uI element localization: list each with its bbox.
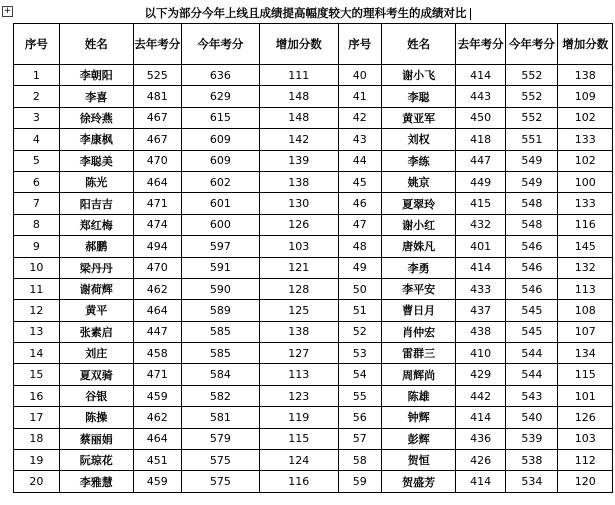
cell-no: 2 — [14, 86, 60, 107]
cell-last-score: 525 — [133, 65, 181, 86]
cell-this-score: 590 — [181, 278, 259, 299]
cell-increase: 148 — [260, 107, 338, 128]
cell-name-2: 李勇 — [382, 257, 456, 278]
cell-this-score: 591 — [181, 257, 259, 278]
cell-no: 17 — [14, 407, 60, 428]
cell-no-2: 46 — [338, 193, 382, 214]
cell-name-2: 姚京 — [382, 171, 456, 192]
cell-name: 刘庄 — [59, 343, 133, 364]
cell-last-score-2: 426 — [456, 450, 506, 471]
cell-no-2: 58 — [338, 450, 382, 471]
cell-last-score-2: 429 — [456, 364, 506, 385]
cell-no: 9 — [14, 236, 60, 257]
cell-name-2: 李聪 — [382, 86, 456, 107]
cell-increase-2: 133 — [558, 129, 613, 150]
cell-no-2: 42 — [338, 107, 382, 128]
cell-increase: 103 — [260, 236, 338, 257]
cell-this-score-2: 552 — [506, 65, 558, 86]
cell-no-2: 57 — [338, 428, 382, 449]
cell-last-score-2: 432 — [456, 214, 506, 235]
cell-this-score-2: 549 — [506, 150, 558, 171]
cell-last-score-2: 442 — [456, 385, 506, 406]
cell-name: 李朝阳 — [59, 65, 133, 86]
cell-increase: 113 — [260, 364, 338, 385]
cell-last-score: 462 — [133, 407, 181, 428]
cell-this-score: 636 — [181, 65, 259, 86]
cell-increase-2: 115 — [558, 364, 613, 385]
cell-no: 12 — [14, 300, 60, 321]
cell-no-2: 49 — [338, 257, 382, 278]
cell-this-score-2: 546 — [506, 257, 558, 278]
cell-last-score: 459 — [133, 385, 181, 406]
cell-name-2: 曹日月 — [382, 300, 456, 321]
table-row — [14, 450, 613, 471]
cell-name: 梁丹丹 — [59, 257, 133, 278]
cell-last-score-2: 437 — [456, 300, 506, 321]
cell-this-score: 602 — [181, 171, 259, 192]
cell-no: 7 — [14, 193, 60, 214]
cell-name-2: 黄亚军 — [382, 107, 456, 128]
table-row — [14, 321, 613, 342]
table-move-handle-icon[interactable]: + — [3, 6, 12, 16]
cell-this-score-2: 539 — [506, 428, 558, 449]
cell-last-score: 470 — [133, 257, 181, 278]
cell-increase: 116 — [260, 471, 338, 492]
cell-last-score: 462 — [133, 278, 181, 299]
cell-no: 6 — [14, 171, 60, 192]
cell-increase: 138 — [260, 171, 338, 192]
cell-this-score-2: 545 — [506, 321, 558, 342]
title-text: 以下为部分今年上线且成绩提高幅度较大的理科考生的成绩对比 — [144, 6, 467, 20]
cell-last-score: 467 — [133, 129, 181, 150]
header-this-score-2: 今年考分 — [506, 24, 558, 65]
cell-no-2: 52 — [338, 321, 382, 342]
cell-name: 郑红梅 — [59, 214, 133, 235]
table-row — [14, 257, 613, 278]
cell-name-2: 唐姝凡 — [382, 236, 456, 257]
cell-last-score: 451 — [133, 450, 181, 471]
cell-no: 13 — [14, 321, 60, 342]
cell-this-score: 609 — [181, 129, 259, 150]
cell-last-score: 464 — [133, 300, 181, 321]
cell-increase-2: 113 — [558, 278, 613, 299]
cell-last-score: 470 — [133, 150, 181, 171]
table-row — [14, 471, 613, 492]
cell-last-score-2: 443 — [456, 86, 506, 107]
cell-no-2: 50 — [338, 278, 382, 299]
header-last-score: 去年考分 — [133, 24, 181, 65]
cell-increase-2: 107 — [558, 321, 613, 342]
table-row — [14, 407, 613, 428]
cell-increase: 115 — [260, 428, 338, 449]
cell-last-score: 459 — [133, 471, 181, 492]
cell-name: 郝鹏 — [59, 236, 133, 257]
cell-increase-2: 145 — [558, 236, 613, 257]
cell-no-2: 51 — [338, 300, 382, 321]
cell-no: 16 — [14, 385, 60, 406]
cell-no: 11 — [14, 278, 60, 299]
cell-this-score: 579 — [181, 428, 259, 449]
cell-last-score-2: 414 — [456, 471, 506, 492]
cell-name: 蔡丽娟 — [59, 428, 133, 449]
cell-no: 20 — [14, 471, 60, 492]
cell-name: 李喜 — [59, 86, 133, 107]
cell-name: 谢荷辉 — [59, 278, 133, 299]
document-title — [0, 5, 615, 21]
cell-name: 张素启 — [59, 321, 133, 342]
cell-last-score-2: 433 — [456, 278, 506, 299]
cell-this-score: 585 — [181, 343, 259, 364]
header-no: 序号 — [14, 24, 60, 65]
cell-this-score-2: 548 — [506, 214, 558, 235]
cell-name: 黄平 — [59, 300, 133, 321]
cell-this-score-2: 552 — [506, 107, 558, 128]
cell-increase: 139 — [260, 150, 338, 171]
cell-increase: 138 — [260, 321, 338, 342]
cell-this-score: 581 — [181, 407, 259, 428]
cell-increase-2: 134 — [558, 343, 613, 364]
cell-increase: 123 — [260, 385, 338, 406]
table-row — [14, 278, 613, 299]
table-row — [14, 86, 613, 107]
cell-increase: 119 — [260, 407, 338, 428]
table-row — [14, 150, 613, 171]
cell-this-score-2: 546 — [506, 278, 558, 299]
cell-last-score: 464 — [133, 171, 181, 192]
table-row — [14, 107, 613, 128]
cell-increase-2: 133 — [558, 193, 613, 214]
cell-increase: 125 — [260, 300, 338, 321]
cell-no-2: 48 — [338, 236, 382, 257]
table-row — [14, 343, 613, 364]
cell-this-score: 589 — [181, 300, 259, 321]
cell-no-2: 53 — [338, 343, 382, 364]
cell-increase: 111 — [260, 65, 338, 86]
cell-name-2: 周辉尚 — [382, 364, 456, 385]
cell-last-score-2: 418 — [456, 129, 506, 150]
cell-increase-2: 102 — [558, 150, 613, 171]
cell-this-score-2: 540 — [506, 407, 558, 428]
cell-last-score-2: 415 — [456, 193, 506, 214]
cell-name-2: 陈雄 — [382, 385, 456, 406]
cell-no: 18 — [14, 428, 60, 449]
cell-no-2: 41 — [338, 86, 382, 107]
cell-this-score: 609 — [181, 150, 259, 171]
table-row — [14, 65, 613, 86]
table-row — [14, 385, 613, 406]
cell-this-score: 615 — [181, 107, 259, 128]
cell-last-score: 481 — [133, 86, 181, 107]
cell-last-score-2: 414 — [456, 257, 506, 278]
cell-name: 谷银 — [59, 385, 133, 406]
cell-increase-2: 100 — [558, 171, 613, 192]
header-this-score: 今年考分 — [181, 24, 259, 65]
text-cursor — [470, 8, 471, 20]
cell-last-score-2: 414 — [456, 407, 506, 428]
cell-increase: 127 — [260, 343, 338, 364]
cell-this-score: 629 — [181, 86, 259, 107]
cell-last-score-2: 414 — [456, 65, 506, 86]
cell-this-score: 575 — [181, 471, 259, 492]
cell-increase: 124 — [260, 450, 338, 471]
cell-name: 李聪美 — [59, 150, 133, 171]
cell-name: 徐玲燕 — [59, 107, 133, 128]
cell-last-score-2: 450 — [456, 107, 506, 128]
cell-last-score: 474 — [133, 214, 181, 235]
cell-this-score-2: 544 — [506, 364, 558, 385]
cell-no-2: 54 — [338, 364, 382, 385]
cell-no-2: 55 — [338, 385, 382, 406]
cell-this-score: 584 — [181, 364, 259, 385]
table-row — [14, 171, 613, 192]
cell-name: 阳吉吉 — [59, 193, 133, 214]
cell-last-score-2: 438 — [456, 321, 506, 342]
cell-this-score: 597 — [181, 236, 259, 257]
cell-no-2: 43 — [338, 129, 382, 150]
cell-increase: 130 — [260, 193, 338, 214]
cell-name: 李康枫 — [59, 129, 133, 150]
cell-last-score-2: 410 — [456, 343, 506, 364]
table-row — [14, 129, 613, 150]
cell-name: 夏双骑 — [59, 364, 133, 385]
cell-this-score: 582 — [181, 385, 259, 406]
cell-last-score-2: 401 — [456, 236, 506, 257]
cell-last-score: 471 — [133, 193, 181, 214]
cell-name-2: 谢小红 — [382, 214, 456, 235]
cell-this-score: 601 — [181, 193, 259, 214]
cell-increase-2: 138 — [558, 65, 613, 86]
table-body — [14, 65, 613, 493]
cell-increase-2: 112 — [558, 450, 613, 471]
table-row — [14, 300, 613, 321]
cell-increase: 142 — [260, 129, 338, 150]
cell-no: 14 — [14, 343, 60, 364]
cell-no: 1 — [14, 65, 60, 86]
cell-last-score-2: 436 — [456, 428, 506, 449]
cell-name-2: 彭辉 — [382, 428, 456, 449]
cell-this-score-2: 549 — [506, 171, 558, 192]
cell-increase-2: 126 — [558, 407, 613, 428]
cell-no: 15 — [14, 364, 60, 385]
cell-increase: 126 — [260, 214, 338, 235]
cell-this-score-2: 548 — [506, 193, 558, 214]
header-no-2: 序号 — [338, 24, 382, 65]
cell-no-2: 56 — [338, 407, 382, 428]
cell-no: 8 — [14, 214, 60, 235]
cell-increase: 148 — [260, 86, 338, 107]
cell-last-score: 464 — [133, 428, 181, 449]
cell-name-2: 贺盛芳 — [382, 471, 456, 492]
score-comparison-table — [13, 23, 613, 493]
cell-no: 10 — [14, 257, 60, 278]
cell-this-score-2: 546 — [506, 236, 558, 257]
cell-increase-2: 101 — [558, 385, 613, 406]
cell-this-score: 575 — [181, 450, 259, 471]
cell-this-score-2: 551 — [506, 129, 558, 150]
cell-no-2: 59 — [338, 471, 382, 492]
cell-increase-2: 109 — [558, 86, 613, 107]
cell-this-score-2: 543 — [506, 385, 558, 406]
cell-name-2: 刘权 — [382, 129, 456, 150]
table-row — [14, 214, 613, 235]
cell-name-2: 夏翠玲 — [382, 193, 456, 214]
cell-name: 阮琼花 — [59, 450, 133, 471]
cell-name: 李雅慧 — [59, 471, 133, 492]
cell-this-score-2: 534 — [506, 471, 558, 492]
cell-no-2: 45 — [338, 171, 382, 192]
header-name-2: 姓名 — [382, 24, 456, 65]
cell-name-2: 钟辉 — [382, 407, 456, 428]
header-last-score-2: 去年考分 — [456, 24, 506, 65]
cell-last-score-2: 449 — [456, 171, 506, 192]
header-name: 姓名 — [59, 24, 133, 65]
cell-no: 3 — [14, 107, 60, 128]
cell-last-score-2: 447 — [456, 150, 506, 171]
cell-increase: 121 — [260, 257, 338, 278]
cell-increase-2: 120 — [558, 471, 613, 492]
cell-no: 19 — [14, 450, 60, 471]
header-increase-2: 增加分数 — [558, 24, 613, 65]
cell-name-2: 李练 — [382, 150, 456, 171]
cell-name-2: 谢小飞 — [382, 65, 456, 86]
cell-increase-2: 132 — [558, 257, 613, 278]
cell-name-2: 肖仲宏 — [382, 321, 456, 342]
cell-increase-2: 102 — [558, 107, 613, 128]
cell-increase-2: 108 — [558, 300, 613, 321]
cell-name-2: 贺恒 — [382, 450, 456, 471]
cell-name: 陈操 — [59, 407, 133, 428]
cell-no-2: 44 — [338, 150, 382, 171]
header-increase: 增加分数 — [260, 24, 338, 65]
table-row — [14, 428, 613, 449]
cell-no-2: 47 — [338, 214, 382, 235]
cell-last-score: 471 — [133, 364, 181, 385]
cell-last-score: 447 — [133, 321, 181, 342]
cell-this-score-2: 544 — [506, 343, 558, 364]
cell-no: 4 — [14, 129, 60, 150]
cell-last-score: 458 — [133, 343, 181, 364]
table-header-row — [14, 24, 613, 65]
table-row — [14, 236, 613, 257]
cell-this-score-2: 538 — [506, 450, 558, 471]
cell-increase-2: 103 — [558, 428, 613, 449]
cell-name: 陈光 — [59, 171, 133, 192]
cell-last-score: 467 — [133, 107, 181, 128]
cell-this-score-2: 545 — [506, 300, 558, 321]
cell-no-2: 40 — [338, 65, 382, 86]
cell-name-2: 李平安 — [382, 278, 456, 299]
cell-this-score-2: 552 — [506, 86, 558, 107]
cell-no: 5 — [14, 150, 60, 171]
cell-this-score: 585 — [181, 321, 259, 342]
cell-increase: 128 — [260, 278, 338, 299]
cell-increase-2: 116 — [558, 214, 613, 235]
cell-name-2: 雷群三 — [382, 343, 456, 364]
cell-last-score: 494 — [133, 236, 181, 257]
table-row — [14, 364, 613, 385]
table-row — [14, 193, 613, 214]
cell-this-score: 600 — [181, 214, 259, 235]
